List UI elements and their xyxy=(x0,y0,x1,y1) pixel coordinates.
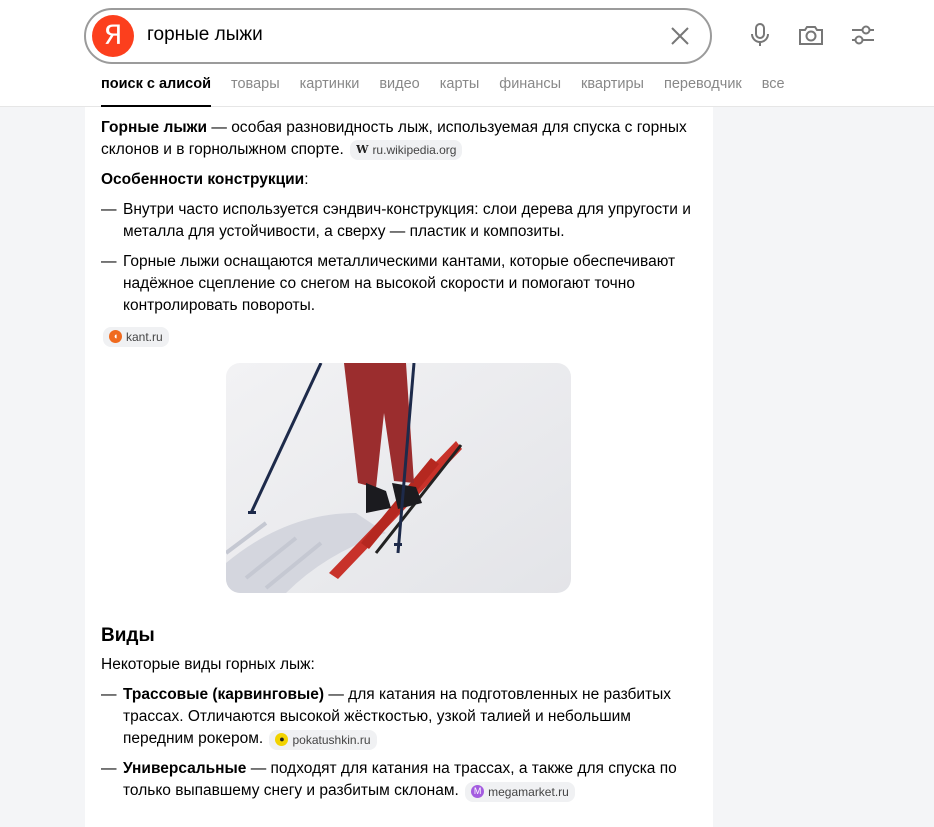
tab-maps[interactable]: карты xyxy=(439,76,480,92)
tab-goods[interactable]: товары xyxy=(231,76,280,92)
source-chip-wikipedia[interactable]: W ru.wikipedia.org xyxy=(350,140,462,160)
tab-images[interactable]: картинки xyxy=(299,76,360,92)
tab-translator[interactable]: переводчик xyxy=(663,76,742,92)
types-heading: Виды xyxy=(101,625,155,646)
search-bar[interactable] xyxy=(84,8,712,64)
list-item: — Универсальные — подходят для катания на трассах, а также для спуска по только выпавшему снегу и разбитым склонам. M megamarket.ru xyxy=(101,758,701,802)
tab-alice-search[interactable]: поиск с алисой xyxy=(101,76,211,107)
skier-image xyxy=(226,363,571,593)
source-chip-pokatushkin[interactable]: ● pokatushkin.ru xyxy=(269,730,376,750)
pokatushkin-logo-icon: ● xyxy=(275,733,288,746)
settings-sliders-icon[interactable] xyxy=(848,20,878,50)
intro-term: Горные лыжи xyxy=(101,119,208,136)
tab-all[interactable]: все xyxy=(761,76,785,92)
answer-card xyxy=(85,107,713,827)
header xyxy=(0,0,934,107)
list-item: — Горные лыжи оснащаются металлическими кантами, которые обеспечивают надёжное сцепление со снегом на высокой скорости и помогают точно контролировать повороты. xyxy=(101,253,676,314)
wikipedia-icon: W xyxy=(356,143,369,156)
camera-icon[interactable] xyxy=(796,20,826,50)
construction-heading: Особенности конструкции: xyxy=(101,171,309,188)
yandex-logo[interactable]: Я xyxy=(92,15,134,57)
kant-logo-icon: ◖ xyxy=(109,330,122,343)
types-intro: Некоторые виды горных лыж: xyxy=(101,656,315,673)
intro-paragraph: Горные лыжи — особая разновидность лыж, используемая для спуска с горных склонов и в горнолыжном спорте. W ru.wikipedia.org xyxy=(101,119,687,158)
close-icon[interactable] xyxy=(668,24,692,48)
list-item: — Внутри часто используется сэндвич-конструкция: слои дерева для упругости и металла для устойчивости, а сверху — пластик и композиты. xyxy=(101,201,691,240)
megamarket-logo-icon: M xyxy=(471,785,484,798)
tab-apartments[interactable]: квартиры xyxy=(581,76,644,92)
source-chip-kant[interactable]: ◖ kant.ru xyxy=(103,327,169,347)
list-item: — Трассовые (карвинговые) — для катания на подготовленных не разбитых трассах. Отличаются высокой жёсткостью, узкой талией и небольшим передним рокером. ● pokatushkin.ru xyxy=(101,684,701,750)
ski-photo[interactable] xyxy=(226,363,571,593)
tab-video[interactable]: видео xyxy=(379,76,420,92)
tab-finance[interactable]: финансы xyxy=(499,76,562,92)
source-chip-megamarket[interactable]: M megamarket.ru xyxy=(465,782,575,802)
search-input[interactable]: горные лыжи xyxy=(147,24,263,45)
search-tabs xyxy=(101,76,805,107)
microphone-icon[interactable] xyxy=(745,20,775,50)
